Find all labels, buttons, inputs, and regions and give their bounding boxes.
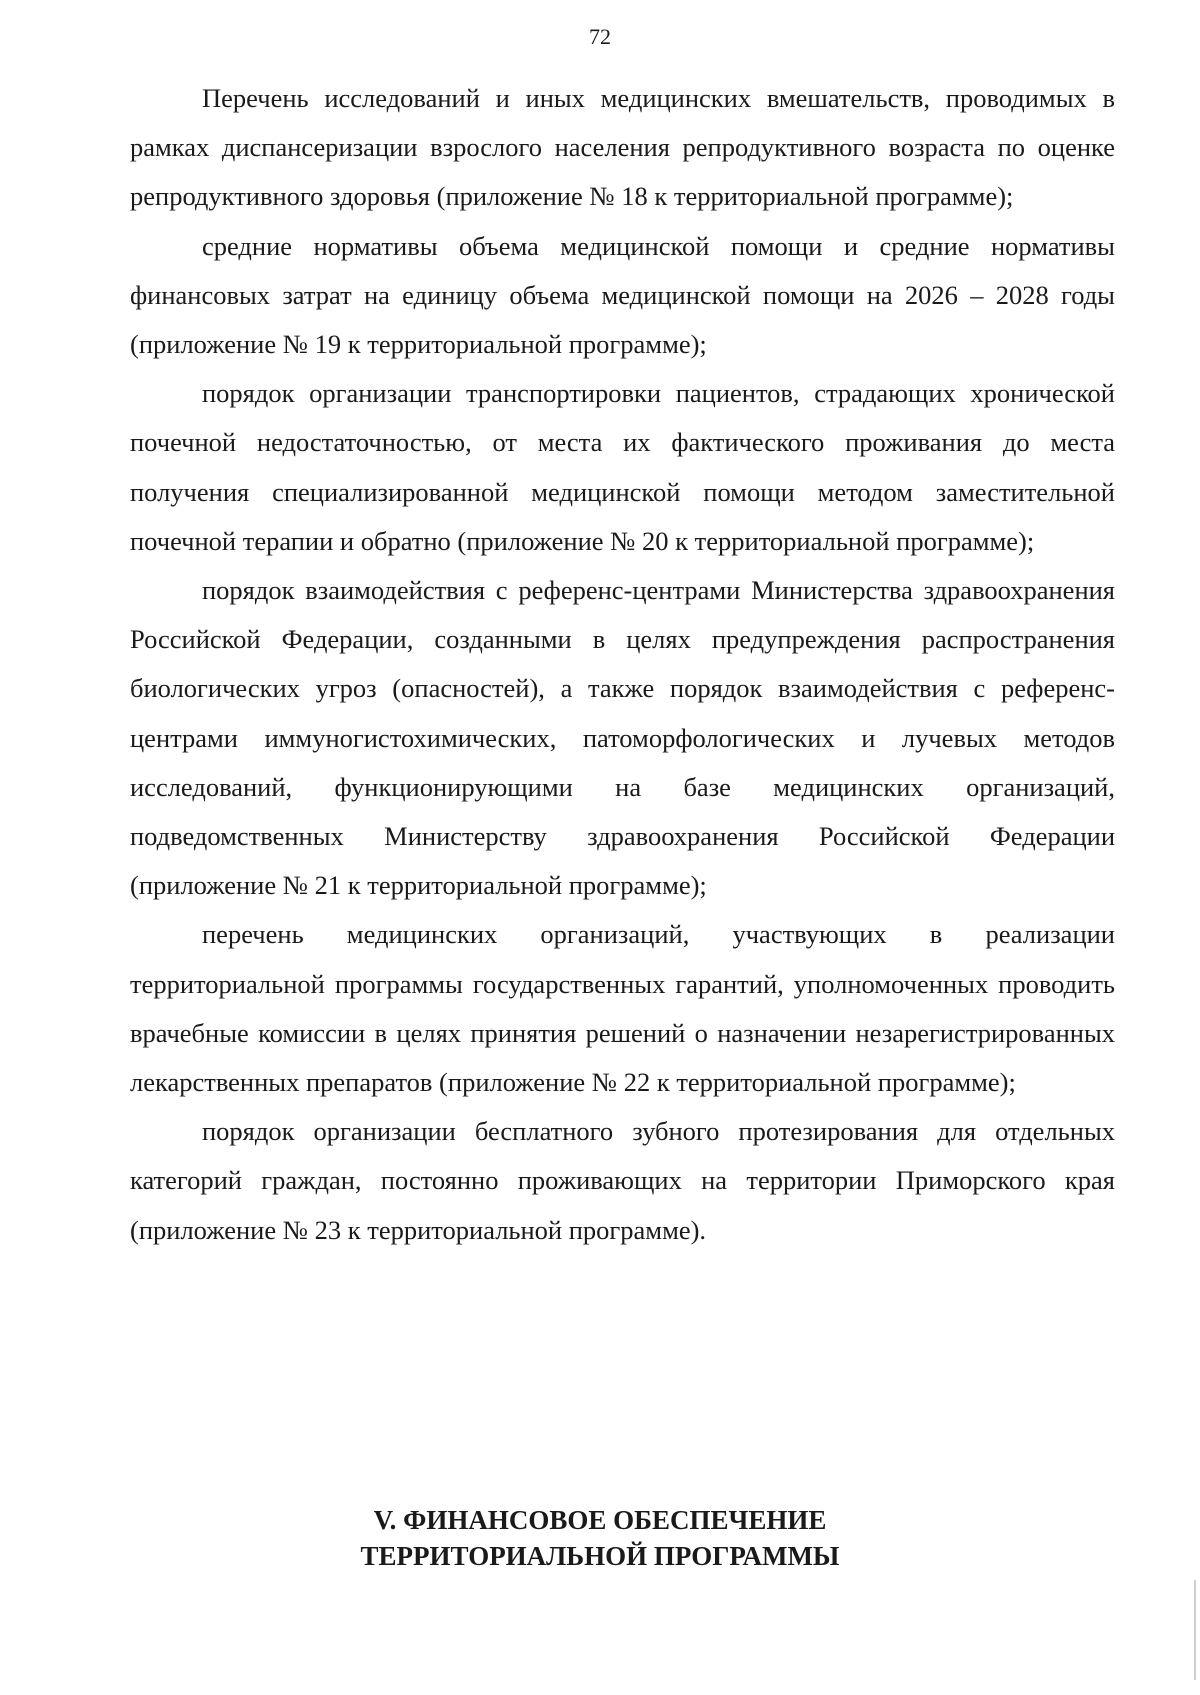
paragraph-appendix-20: порядок организации транспортировки пациентов, страдающих хронической почечной недостаточностью, от места их фактического проживания до места получения специализированной медицинской помощи методом заместительной почечной терапии и обратно (приложение № 20 к территориальной программе);	[130, 378, 1115, 556]
paragraph-appendix-18: Перечень исследований и иных медицинских вмешательств, проводимых в рамках диспансеризации взрослого населения репродуктивного возраста по оценке репродуктивного здоровья (приложение № 18 к территориальной программе);	[130, 83, 1115, 212]
section-heading-line-2: ТЕРРИТОРИАЛЬНОЙ ПРОГРАММЫ	[360, 1541, 840, 1571]
section-heading-line-1: V. ФИНАНСОВОЕ ОБЕСПЕЧЕНИЕ	[373, 1505, 827, 1535]
document-body	[130, 74, 1115, 1255]
page-number: 72	[589, 24, 611, 49]
paragraph-appendix-22: перечень медицинских организаций, участвующих в реализации территориальной программы государственных гарантий, уполномоченных проводить врачебные комиссии в целях принятия решений о назначении незарегистрированных лекарственных препаратов (приложение № 22 к территориальной программе);	[130, 919, 1115, 1098]
paragraph-appendix-21: порядок взаимодействия с референс-центрами Министерства здравоохранения Российской Федерации, созданными в целях предупреждения распространения биологических угроз (опасностей), а также порядок взаимодействия с референс-центрами иммуногистохимических, патоморфологических и лучевых методов исследований, функционирующими на базе медицинских организаций, подведомственных Министерству здравоохранения Российской Федерации (приложение № 21 к территориальной программе);	[130, 575, 1115, 901]
scan-edge-mark	[1194, 1580, 1196, 1680]
paragraph-appendix-19: средние нормативы объема медицинской помощи и средние нормативы финансовых затрат на единицу объема медицинской помощи на 2026 – 2028 годы (приложение № 19 к территориальной программе);	[130, 230, 1115, 360]
paragraph-appendix-23: порядок организации бесплатного зубного протезирования для отдельных категорий граждан, постоянно проживающих на территории Приморского края (приложение № 23 к территориальной программе).	[130, 1116, 1115, 1245]
section-heading	[0, 1502, 1200, 1574]
